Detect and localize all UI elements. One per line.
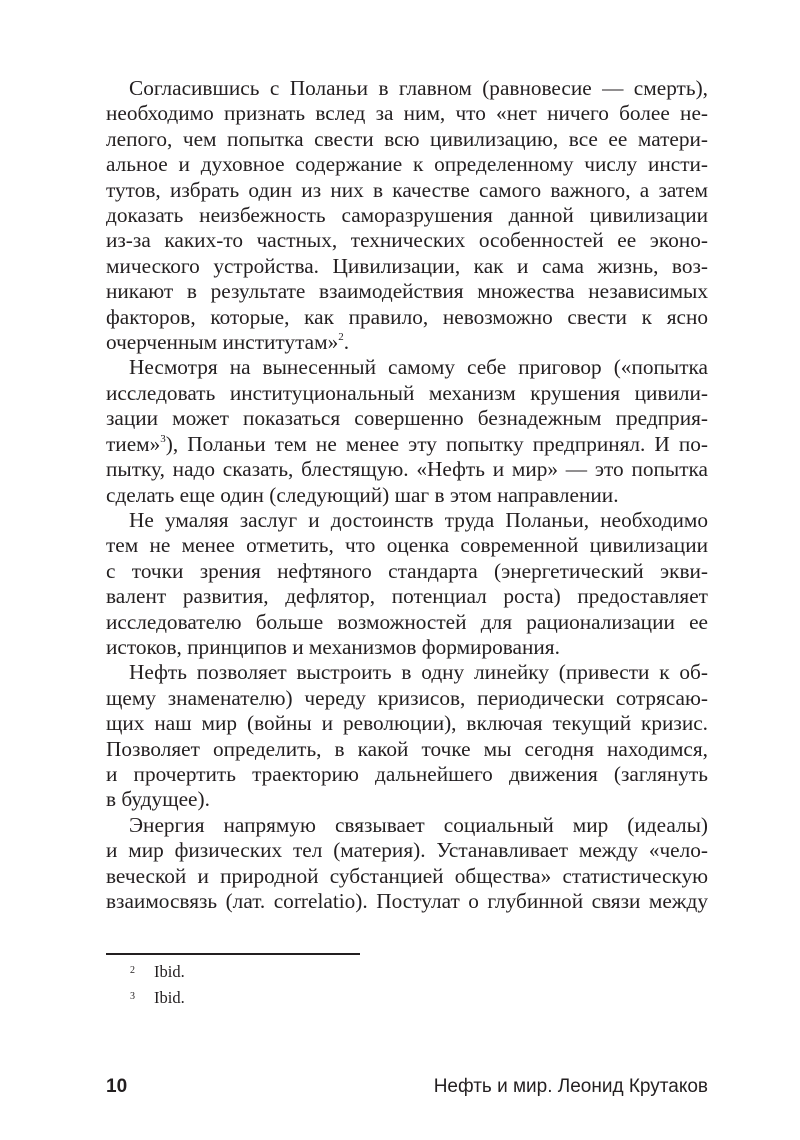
text-line: никают в результате взаимодействия множества независимых xyxy=(106,279,708,304)
footnote-text: Ibid. xyxy=(154,962,185,981)
text-line: Не умаляя заслуг и достоинств труда Поланьи, необходимо xyxy=(129,507,708,532)
footnote-separator xyxy=(106,953,360,955)
text-line: сделать еще один (следующий) шаг в этом направлении. xyxy=(106,482,619,507)
page-number: 10 xyxy=(106,1076,128,1097)
text-line: в будущее). xyxy=(106,787,210,812)
text-line: пытку, надо сказать, блестящую. «Нефть и мир» — это попытка xyxy=(106,457,708,482)
text-line: факторов, которые, как правило, невозможно свести к ясно xyxy=(106,304,708,329)
paragraph-2 xyxy=(106,355,708,507)
text-line: щему знаменателю) череду кризисов, периодически сотрясаю- xyxy=(106,685,708,710)
text-line: доказать неизбежность саморазрушения данной цивилизации xyxy=(106,203,708,228)
text-line: Позволяет определить, в какой точке мы сегодня находимся, xyxy=(106,736,708,761)
text-line: необходимо признать вслед за ним, что «нет ничего более не- xyxy=(106,101,708,126)
text-line: альное и духовное содержание к определенному числу инсти- xyxy=(106,152,708,177)
text-line: Нефть позволяет выстроить в одну линейку (привести к об- xyxy=(129,660,708,685)
text-line: Энергия напрямую связывает социальный мир (идеалы) xyxy=(129,812,708,837)
text-line: веческой и природной субстанцией общества» статистическую xyxy=(106,863,708,888)
running-title: Нефть и мир. Леонид Крутаков xyxy=(433,1076,708,1097)
paragraph-5 xyxy=(106,813,708,915)
text-line: и мир физических тел (материя). Устанавливает между «чело- xyxy=(106,838,708,863)
footnote-number: 2 xyxy=(130,965,135,976)
text-line: Согласившись с Поланьи в главном (равновесие — смерть), xyxy=(129,76,708,100)
footnote-2 xyxy=(130,962,185,982)
text-line: из-за каких-то частных, технических особенностей ее эконо- xyxy=(106,228,708,253)
text-line: исследовать институциональный механизм крушения цивили- xyxy=(106,380,708,405)
paragraph-1 xyxy=(106,76,708,355)
text-line: и прочертить траекторию дальнейшего движения (заглянуть xyxy=(106,761,708,786)
text-line: истоков, принципов и механизмов формирования. xyxy=(106,634,560,659)
text-line xyxy=(106,432,708,457)
footnote-number: 3 xyxy=(130,991,135,1002)
footnote-text: Ibid. xyxy=(154,988,185,1007)
page-footer xyxy=(106,1076,708,1104)
text-line: тем не менее отметить, что оценка современной цивилизации xyxy=(106,533,708,558)
text-line: исследователю больше возможностей для рационализации ее xyxy=(106,609,708,634)
text-line: тутов, избрать один из них в качестве самого важного, а затем xyxy=(106,177,708,202)
text-segment: ), Поланьи тем не менее эту попытку предпринял. И по- xyxy=(165,431,708,456)
text-line: очерченным институтам»$^2$. xyxy=(106,330,350,355)
text-line: с точки зрения нефтяного стандарта (энергетический экви- xyxy=(106,558,708,583)
text-segment: тием» xyxy=(106,431,161,456)
footnote-3 xyxy=(130,988,185,1008)
paragraph-3 xyxy=(106,508,708,660)
text-line: зации может показаться совершенно безнадежным предприя- xyxy=(106,406,708,431)
text-line: взаимосвязь (лат. correlatio). Постулат о глубинной связи между xyxy=(106,889,708,913)
text-line: мического устройства. Цивилизации, как и сама жизнь, воз- xyxy=(106,253,708,278)
text-line: лепого, чем попытка свести всю цивилизацию, все ее матери- xyxy=(106,126,708,151)
text-line: щих наш мир (войны и революции), включая текущий кризис. xyxy=(106,711,708,736)
text-segment: очерченным институтам» xyxy=(106,330,339,355)
main-text xyxy=(106,76,708,914)
text-line: Несмотря на вынесенный самому себе приговор («попытка xyxy=(129,355,708,380)
text-line: валент развития, дефлятор, потенциал роста) предоставляет xyxy=(106,584,708,609)
footnote-ref: 2 xyxy=(338,331,344,344)
paragraph-4 xyxy=(106,660,708,812)
footnote-ref: 3 xyxy=(160,432,166,445)
